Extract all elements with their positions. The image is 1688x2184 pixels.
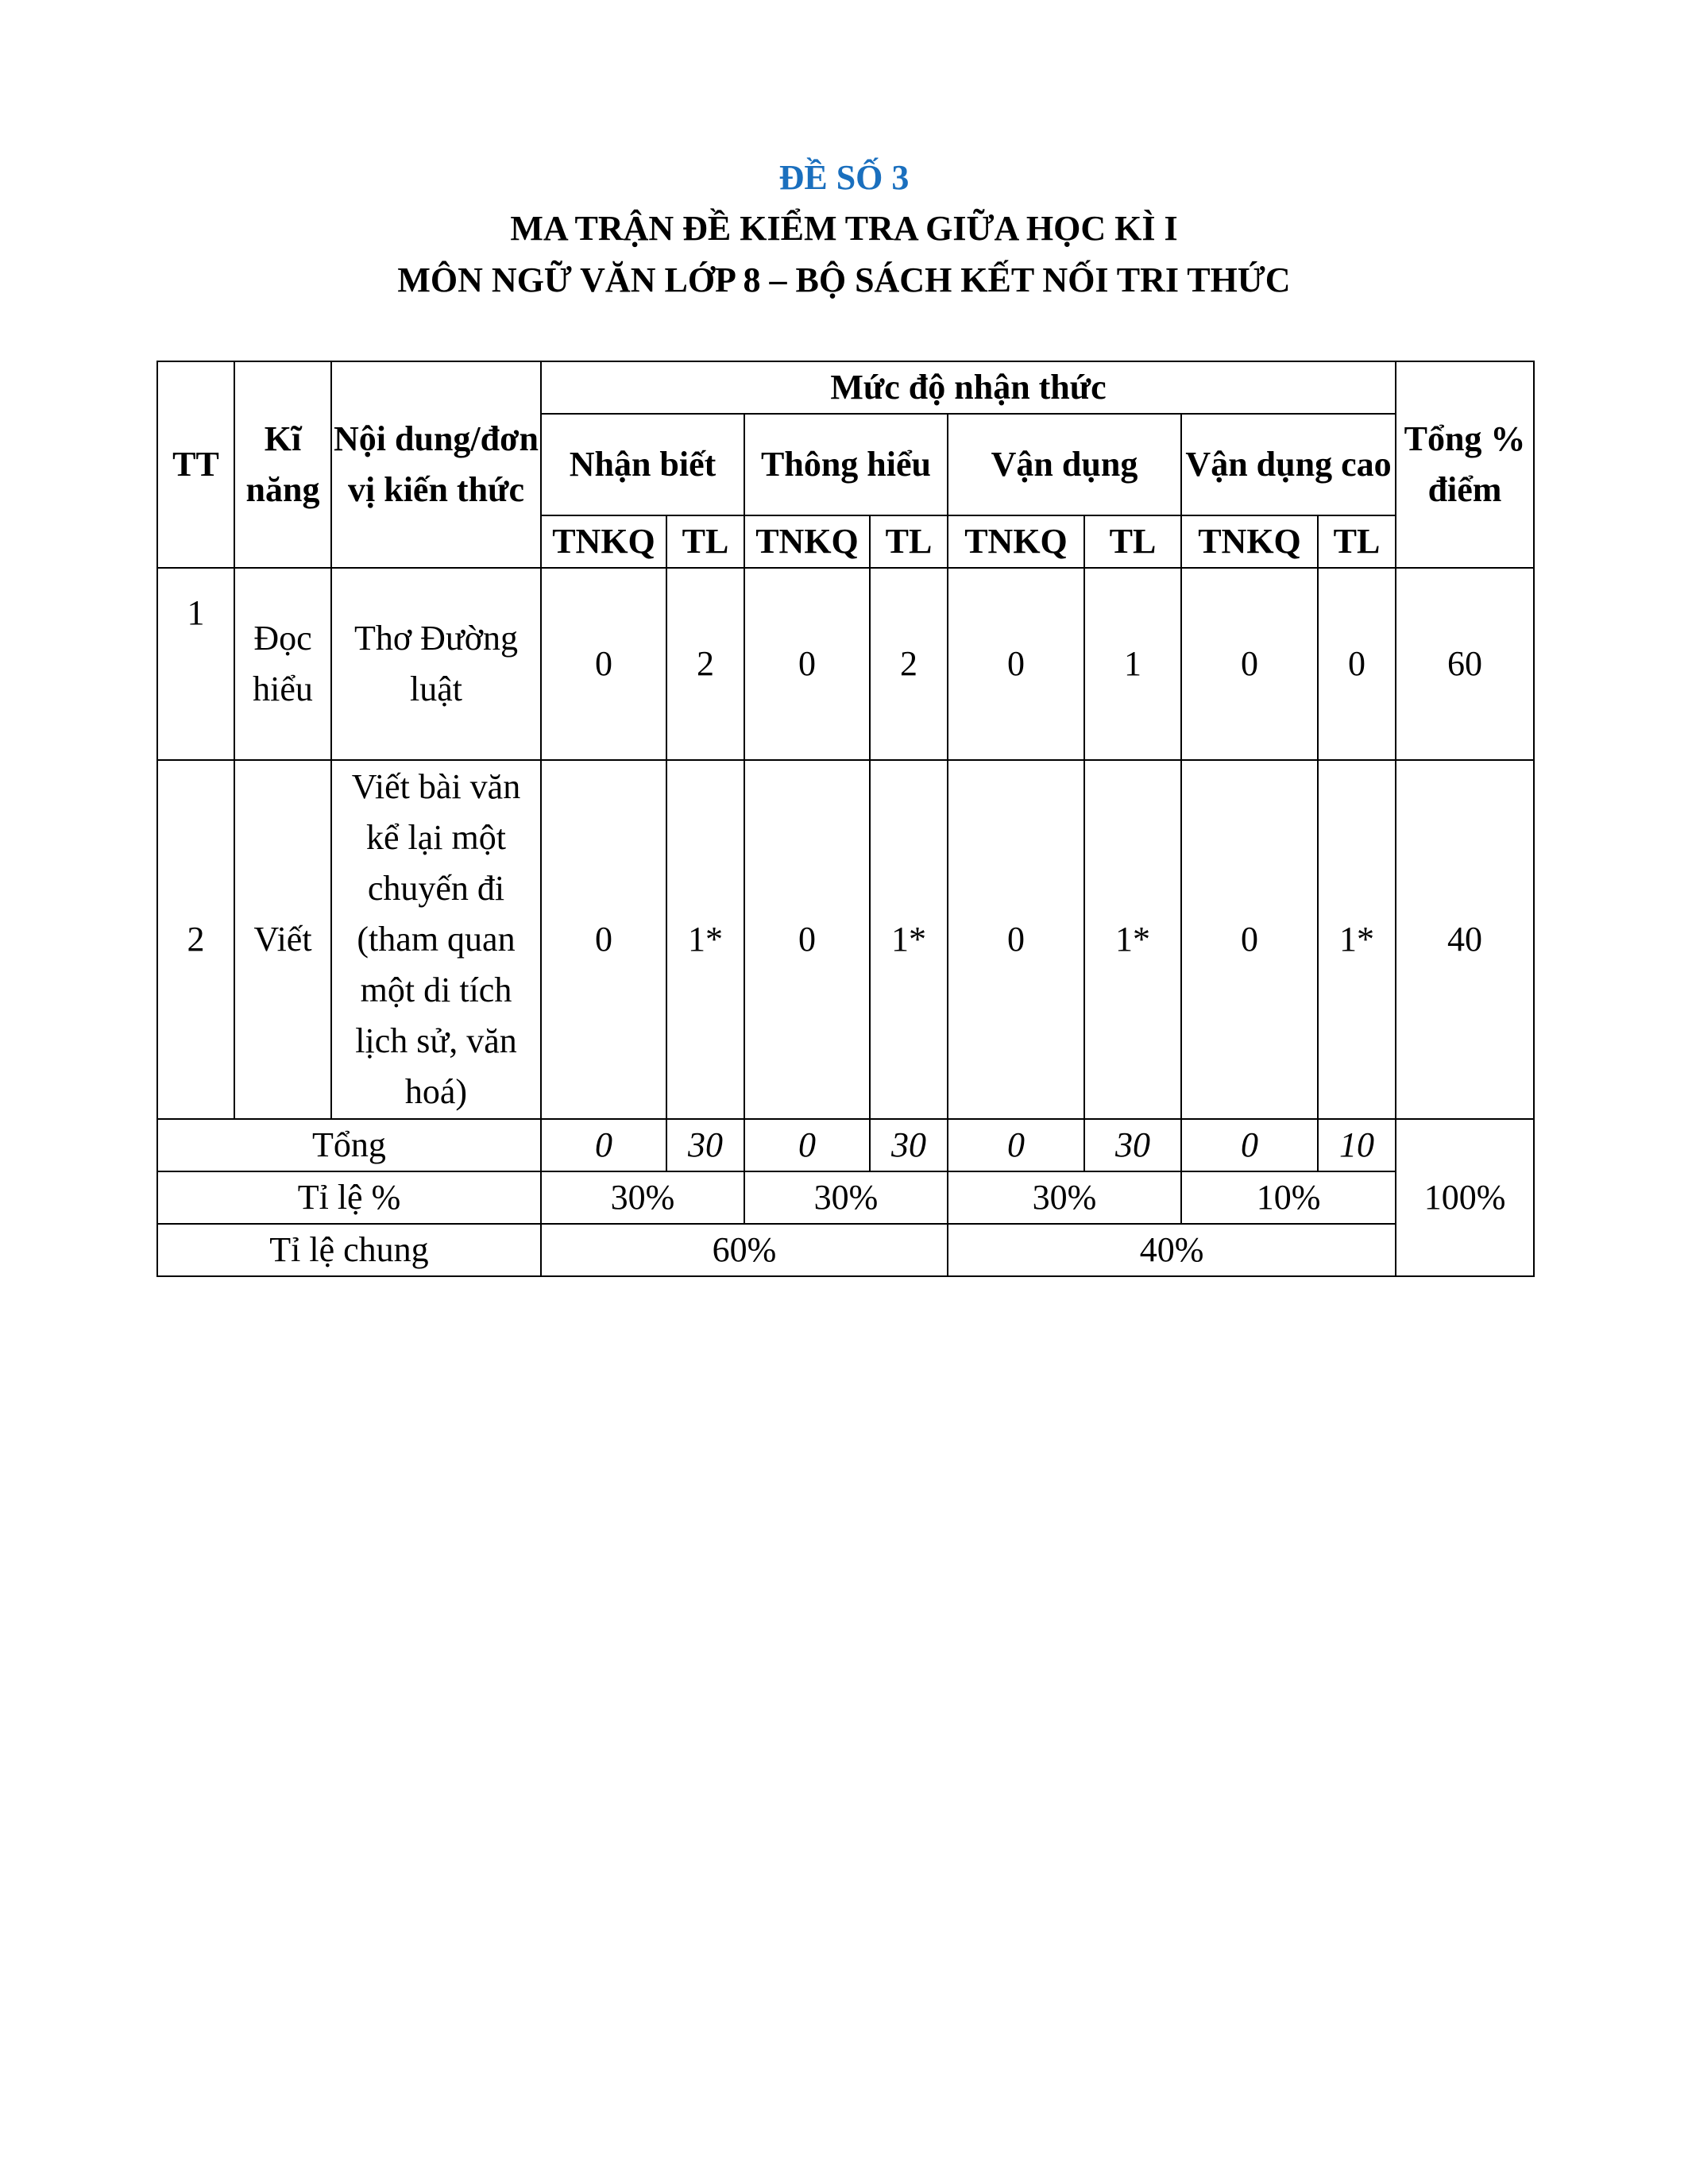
summary-grand-total: 100% (1396, 1119, 1534, 1276)
row-value: 1* (870, 760, 948, 1119)
assessment-matrix-table (156, 361, 1535, 1277)
header-sub-tl: TL (1084, 515, 1181, 568)
summary-row-ratio (157, 1171, 1534, 1224)
row-value: 2 (870, 568, 948, 760)
row-value: 0 (744, 760, 870, 1119)
summary-ratio-value: 30% (744, 1171, 948, 1224)
summary-ratio-label: Tỉ lệ % (157, 1171, 541, 1224)
summary-ratio-value: 30% (948, 1171, 1181, 1224)
row-total: 40 (1396, 760, 1534, 1119)
row-number: 2 (157, 760, 234, 1119)
header-level-high-application: Vận dụng cao (1181, 414, 1396, 515)
row-value: 1* (1084, 760, 1181, 1119)
exam-code: ĐỀ SỐ 3 (778, 158, 910, 197)
row-value: 1* (666, 760, 744, 1119)
summary-ratio-value: 10% (1181, 1171, 1396, 1224)
summary-total-value: 30 (1084, 1119, 1181, 1171)
summary-row-common (157, 1224, 1534, 1276)
summary-common-value: 40% (948, 1224, 1396, 1276)
row-value: 2 (666, 568, 744, 760)
summary-total-value: 10 (1318, 1119, 1396, 1171)
row-value: 0 (1318, 568, 1396, 760)
row-content: Thơ Đường luật (331, 568, 541, 760)
header-level-comprehension: Thông hiểu (744, 414, 948, 515)
document-subtitle: MÔN NGỮ VĂN LỚP 8 – BỘ SÁCH KẾT NỐI TRI THỨC (397, 260, 1291, 299)
summary-total-value: 0 (1181, 1119, 1318, 1171)
header-levels-group: Mức độ nhận thức (541, 361, 1396, 414)
table-row (157, 568, 1534, 760)
header-total-percent: Tổng % điểm (1396, 361, 1534, 568)
row-content: Viết bài văn kể lại một chuyến đi (tham quan một di tích lịch sử, văn hoá) (331, 760, 541, 1119)
row-value: 0 (1181, 568, 1318, 760)
summary-total-value: 0 (948, 1119, 1084, 1171)
header-content: Nội dung/đơn vị kiến thức (331, 361, 541, 568)
header-sub-tnkq: TNKQ (541, 515, 666, 568)
row-value: 0 (744, 568, 870, 760)
header-sub-tl: TL (870, 515, 948, 568)
row-skill: Viết (234, 760, 331, 1119)
row-value: 0 (541, 760, 666, 1119)
summary-ratio-value: 30% (541, 1171, 744, 1224)
document-title: MA TRẬN ĐỀ KIỂM TRA GIỮA HỌC KÌ I (510, 209, 1178, 248)
header-level-application: Vận dụng (948, 414, 1181, 515)
header-skill: Kĩ năng (234, 361, 331, 568)
row-value: 0 (948, 760, 1084, 1119)
row-skill: Đọc hiểu (234, 568, 331, 760)
header-sub-tnkq: TNKQ (744, 515, 870, 568)
summary-total-value: 30 (870, 1119, 948, 1171)
summary-total-value: 30 (666, 1119, 744, 1171)
row-total: 60 (1396, 568, 1534, 760)
table-row (157, 760, 1534, 1119)
summary-common-value: 60% (541, 1224, 948, 1276)
row-value: 0 (541, 568, 666, 760)
header-sub-tl: TL (1318, 515, 1396, 568)
row-value: 0 (948, 568, 1084, 760)
summary-total-value: 0 (744, 1119, 870, 1171)
header-sub-tnkq: TNKQ (1181, 515, 1318, 568)
row-value: 1 (1084, 568, 1181, 760)
summary-total-label: Tổng (157, 1119, 541, 1171)
header-sub-tnkq: TNKQ (948, 515, 1084, 568)
header-row-levels-group (157, 361, 1534, 414)
summary-common-label: Tỉ lệ chung (157, 1224, 541, 1276)
header-level-recognition: Nhận biết (541, 414, 744, 515)
header-tt: TT (157, 361, 234, 568)
header-sub-tl: TL (666, 515, 744, 568)
row-number: 1 (157, 568, 234, 760)
summary-row-total (157, 1119, 1534, 1171)
summary-total-value: 0 (541, 1119, 666, 1171)
row-value: 1* (1318, 760, 1396, 1119)
row-value: 0 (1181, 760, 1318, 1119)
